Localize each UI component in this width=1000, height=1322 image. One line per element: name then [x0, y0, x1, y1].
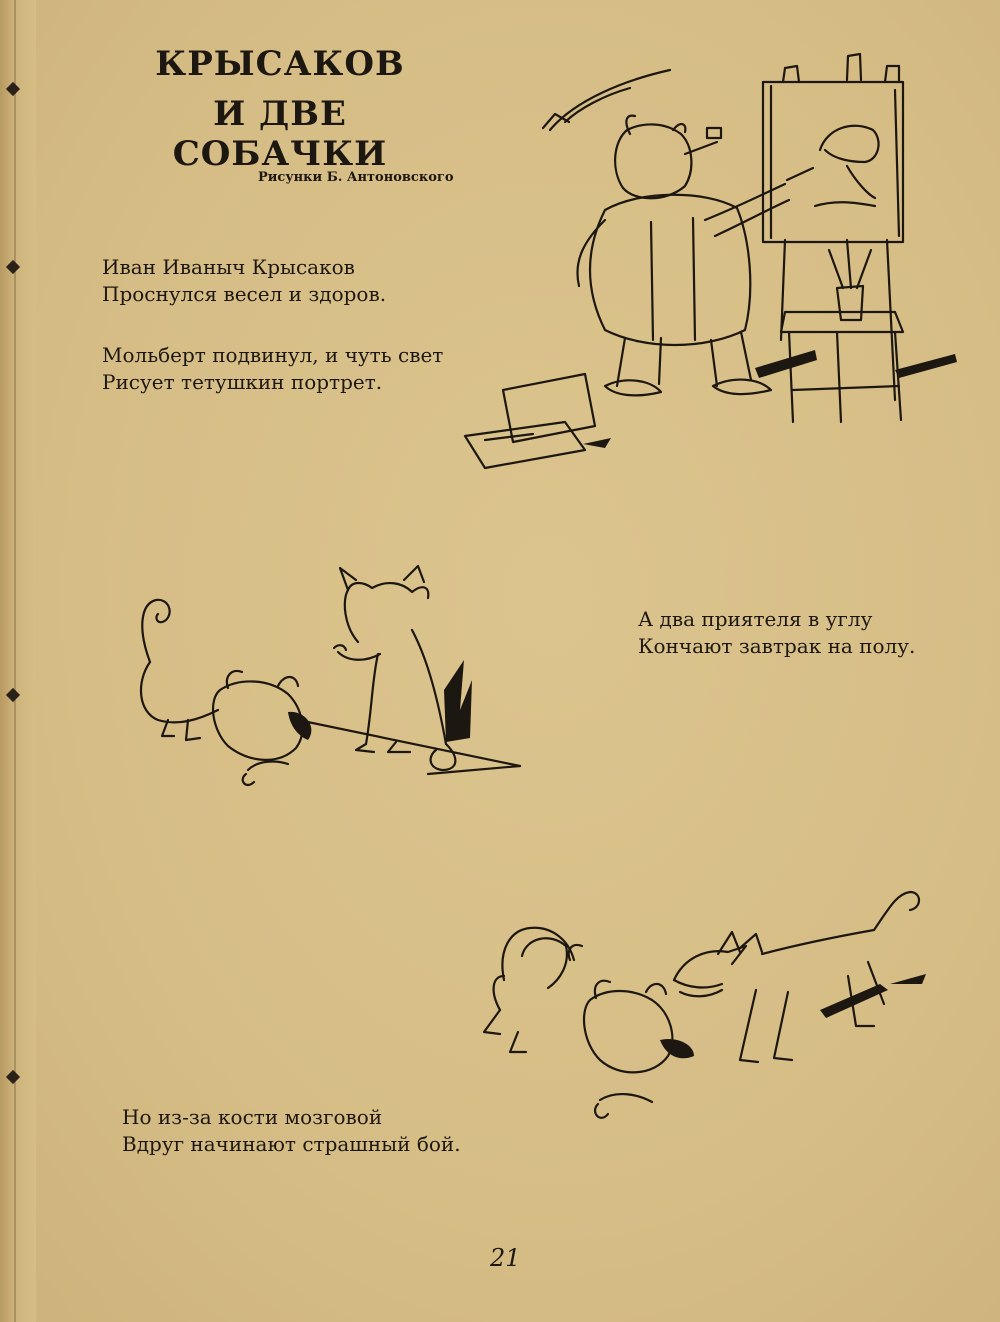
stanza-line: А два приятеля в углу: [638, 607, 873, 631]
stanza-line: Иван Иваныч Крысаков: [102, 255, 355, 279]
page-number: 21: [490, 1244, 521, 1272]
two-dogs-eating-illustration: [128, 560, 528, 800]
painter-at-easel-illustration: [455, 50, 970, 475]
stanza-1: [102, 254, 386, 308]
dogs-fighting-illustration: [470, 880, 940, 1140]
stanza-line: Рисует тетушкин портрет.: [102, 370, 383, 394]
stanza-2: [102, 342, 443, 396]
stanza-4: [122, 1104, 461, 1158]
stanza-line: Кончают завтрак на полу.: [638, 634, 916, 658]
stanza-line: Проснулся весел и здоров.: [102, 282, 387, 306]
illustrator-credit: Рисунки Б. Антоновского: [258, 170, 454, 185]
stanza-line: Но из-за кости мозговой: [122, 1105, 383, 1129]
stanza-3: [638, 606, 915, 660]
book-binding: [0, 0, 36, 1322]
page-title-line2: И ДВЕ СОБАЧКИ: [172, 94, 388, 174]
binding-fold-line: [14, 0, 16, 1322]
page-title-line1: КРЫСАКОВ: [155, 44, 405, 84]
stanza-line: Мольберт подвинул, и чуть свет: [102, 343, 444, 367]
stanza-line: Вдруг начинают страшный бой.: [122, 1132, 461, 1156]
